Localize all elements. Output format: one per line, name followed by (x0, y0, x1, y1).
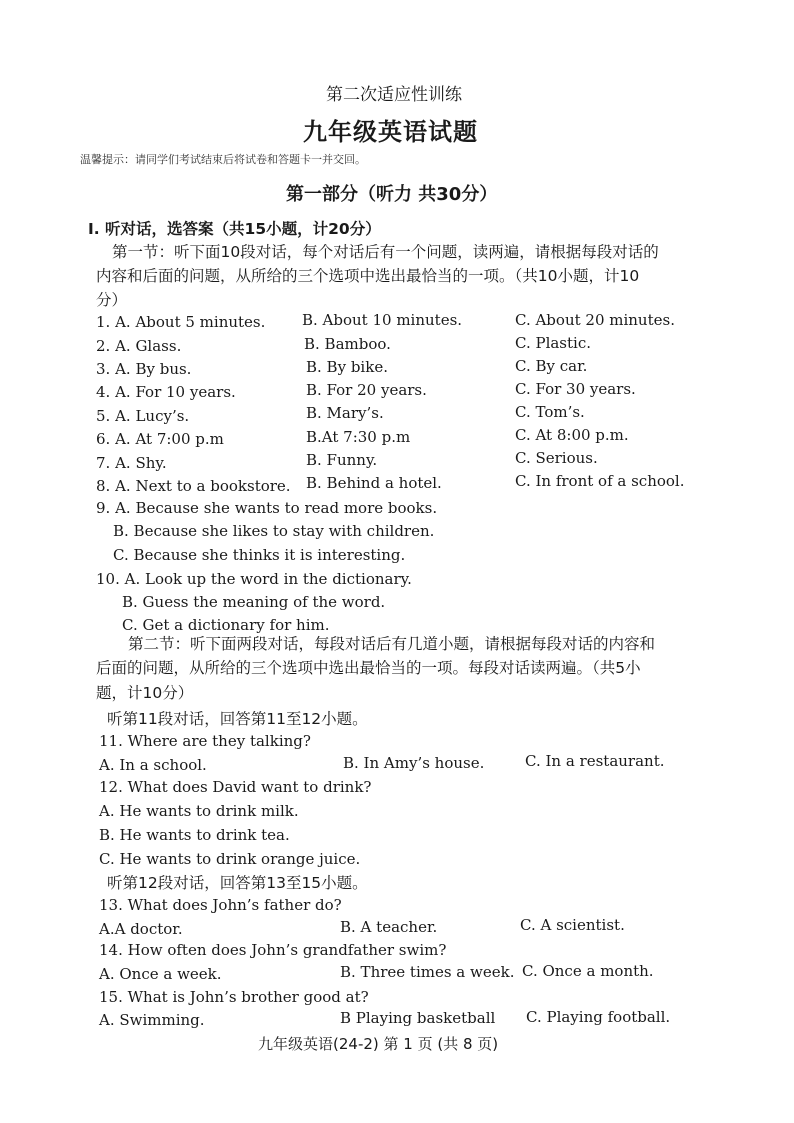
option-b: B. Because she likes to stay with children. (113, 522, 435, 540)
part-title: 第一部分（听力 共30分） (286, 184, 498, 205)
option-b: B. Behind a hotel. (306, 474, 442, 492)
dialog-11-instruction: 听第11段对话，回答第11至12小题。 (107, 710, 368, 728)
question-text: 11. Where are they talking? (99, 732, 311, 750)
question-text: 14. How often does John’s grandfather swim? (99, 941, 447, 959)
option-c: C. About 20 minutes. (515, 311, 675, 329)
option-c: C. At 8:00 p.m. (515, 426, 629, 444)
option-a: A. Once a week. (99, 965, 222, 983)
option-c: C. Serious. (515, 449, 598, 467)
option-c: C. Tom’s. (515, 403, 585, 421)
option-a: 2. A. Glass. (96, 337, 182, 355)
option-c: C. In a restaurant. (525, 752, 665, 770)
option-c: C. In front of a school. (515, 472, 685, 490)
option-b: B. For 20 years. (306, 381, 427, 399)
question-text: 12. What does David want to drink? (99, 778, 372, 796)
option-a: 9. A. Because she wants to read more books. (96, 499, 438, 517)
exam-tip: 温馨提示：请同学们考试结束后将试卷和答题卡一并交回。 (80, 153, 366, 166)
option-c: C. By car. (515, 357, 588, 375)
option-b: B. He wants to drink tea. (99, 826, 290, 844)
option-c: C. He wants to drink orange juice. (99, 850, 361, 868)
option-a: 6. A. At 7:00 p.m (96, 430, 224, 448)
jie1-instruction-line2: 内容和后面的问题，从所给的三个选项中选出最恰当的一项。（共10小题，计10 (96, 267, 640, 285)
jie2-instruction-line1: 第二节：听下面两段对话，每段对话后有几道小题，请根据每段对话的内容和 (128, 635, 656, 653)
option-a: 5. A. Lucy’s. (96, 407, 190, 425)
option-b: B. About 10 minutes. (302, 311, 463, 329)
option-a: 4. A. For 10 years. (96, 383, 236, 401)
option-c: C. Once a month. (522, 962, 654, 980)
option-a: A. In a school. (99, 756, 207, 774)
page-footer: 九年级英语(24-2) 第 1 页 (共 8 页) (258, 1035, 499, 1053)
section-heading: I. 听对话，选答案（共15小题，计20分） (88, 220, 381, 238)
show-through-text (140, 60, 144, 75)
question-text: 15. What is John’s brother good at? (99, 988, 369, 1006)
option-c: C. A scientist. (520, 916, 625, 934)
option-b: B. By bike. (306, 358, 388, 376)
option-a: 7. A. Shy. (96, 454, 167, 472)
option-b: B. Funny. (306, 451, 378, 469)
jie2-instruction-line3: 题，计10分） (96, 684, 194, 702)
jie1-instruction-line3: 分） (96, 291, 128, 309)
option-a: 3. A. By bus. (96, 360, 192, 378)
option-a: A. Swimming. (99, 1011, 205, 1029)
option-a: 10. A. Look up the word in the dictionary. (96, 570, 412, 588)
option-b: B. Mary’s. (306, 404, 384, 422)
option-c: C. Because she thinks it is interesting. (113, 546, 406, 564)
option-a: A. He wants to drink milk. (99, 802, 299, 820)
option-a: 1. A. About 5 minutes. (96, 313, 266, 331)
exam-title: 九年级英语试题 (303, 118, 478, 146)
option-b: B.At 7:30 p.m (306, 428, 411, 446)
jie1-instruction-line1: 第一节：听下面10段对话，每个对话后有一个问题，读两遍，请根据每段对话的 (112, 243, 659, 261)
option-a: 8. A. Next to a bookstore. (96, 477, 291, 495)
question-text: 13. What does John’s father do? (99, 896, 342, 914)
option-c: C. Playing football. (526, 1008, 671, 1026)
option-c: C. Plastic. (515, 334, 592, 352)
option-b: B. Bamboo. (304, 335, 391, 353)
option-a: A.A doctor. (99, 920, 183, 938)
option-b: B. In Amy’s house. (343, 754, 485, 772)
option-c: C. Get a dictionary for him. (122, 616, 330, 634)
option-b: B. A teacher. (340, 918, 438, 936)
option-b: B. Three times a week. (340, 963, 515, 981)
exam-subtitle: 第二次适应性训练 (326, 85, 462, 105)
option-b: B. Guess the meaning of the word. (122, 593, 386, 611)
option-b: B Playing basketball (340, 1009, 496, 1027)
jie2-instruction-line2: 后面的问题，从所给的三个选项中选出最恰当的一项。每段对话读两遍。（共5小 (96, 659, 641, 677)
option-c: C. For 30 years. (515, 380, 636, 398)
dialog-12-instruction: 听第12段对话，回答第13至15小题。 (107, 874, 368, 892)
